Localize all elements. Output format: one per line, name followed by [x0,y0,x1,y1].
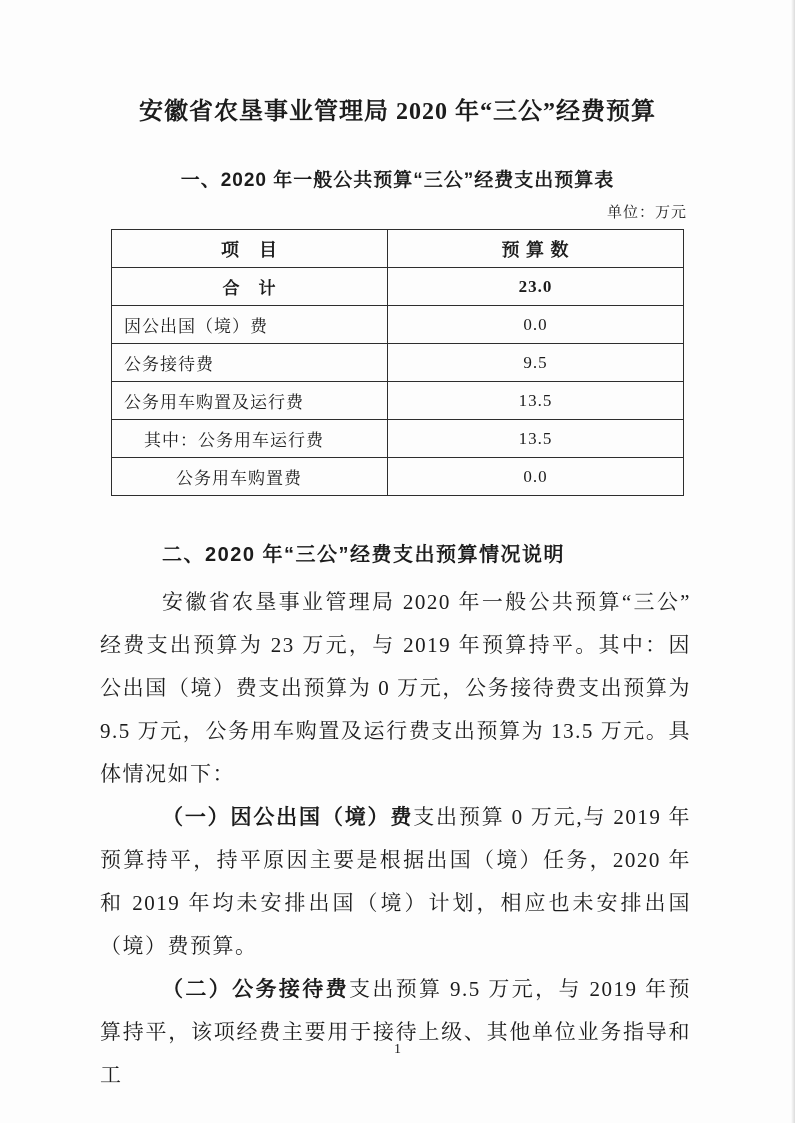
table-row-abroad [112,306,684,344]
paragraph-item2 [100,968,691,1097]
row-label: 合 计 [112,268,388,306]
paragraph-item2-lead: （二）公务接待费 [162,977,349,1001]
section1-heading: 一、2020 年一般公共预算“三公”经费支出预算表 [180,170,615,191]
row-value: 0.0 [388,458,684,496]
table-header-value: 预 算 数 [388,230,684,268]
table-header-item: 项 目 [112,230,388,268]
document-title: 安徽省农垦事业管理局 2020 年“三公”经费预算 [139,99,656,125]
row-label: 因公出国（境）费 [112,306,388,344]
budget-table [111,229,684,496]
paragraph-item1 [100,796,691,968]
table-row-vehicle-purchase [112,458,684,496]
table-row-reception [112,344,684,382]
table-row-vehicle-operation [112,420,684,458]
table-header-row [112,230,684,268]
section2-heading: 二、2020 年“三公”经费支出预算情况说明 [162,544,566,566]
paragraph-item1-text: 支出预算 0 万元,与 2019 年预算持平，持平原因主要是根据出国（境）任务，2020 年和 2019 年均未安排出国（境）计划，相应也未安排出国（境）费预算。 [100,805,692,958]
paragraph-item2-text: 支出预算 9.5 万元，与 2019 年预算持平，该项经费主要用于接待上级、其他单位业务指导和工 [100,977,691,1087]
row-value: 13.5 [388,420,684,458]
section2-body [0,581,795,1097]
unit-label: 单位：万元 [606,205,687,221]
row-value: 23.0 [388,268,684,306]
paragraph-overview-text: 安徽省农垦事业管理局 2020 年一般公共预算“三公”经费支出预算为 23 万元，与 2019 年预算持平。其中：因公出国（境）费支出预算为 0 万元，公务接待费支出预算为 9.5 万元，公务用车购置及运行费支出预算为 13.5 万元。具体情况如下： [100,590,691,786]
row-value: 13.5 [388,382,684,420]
table-row-total [112,268,684,306]
paragraph-item1-lead: （一）因公出国（境）费 [162,805,414,829]
row-label: 公务用车购置费 [112,458,388,496]
row-label: 其中：公务用车运行费 [112,420,388,458]
row-value: 0.0 [388,306,684,344]
row-label: 公务用车购置及运行费 [112,382,388,420]
row-value: 9.5 [388,344,684,382]
table-row-vehicle-total [112,382,684,420]
page-number: 1 [394,1042,401,1057]
paragraph-overview [100,581,691,796]
row-label: 公务接待费 [112,344,388,382]
